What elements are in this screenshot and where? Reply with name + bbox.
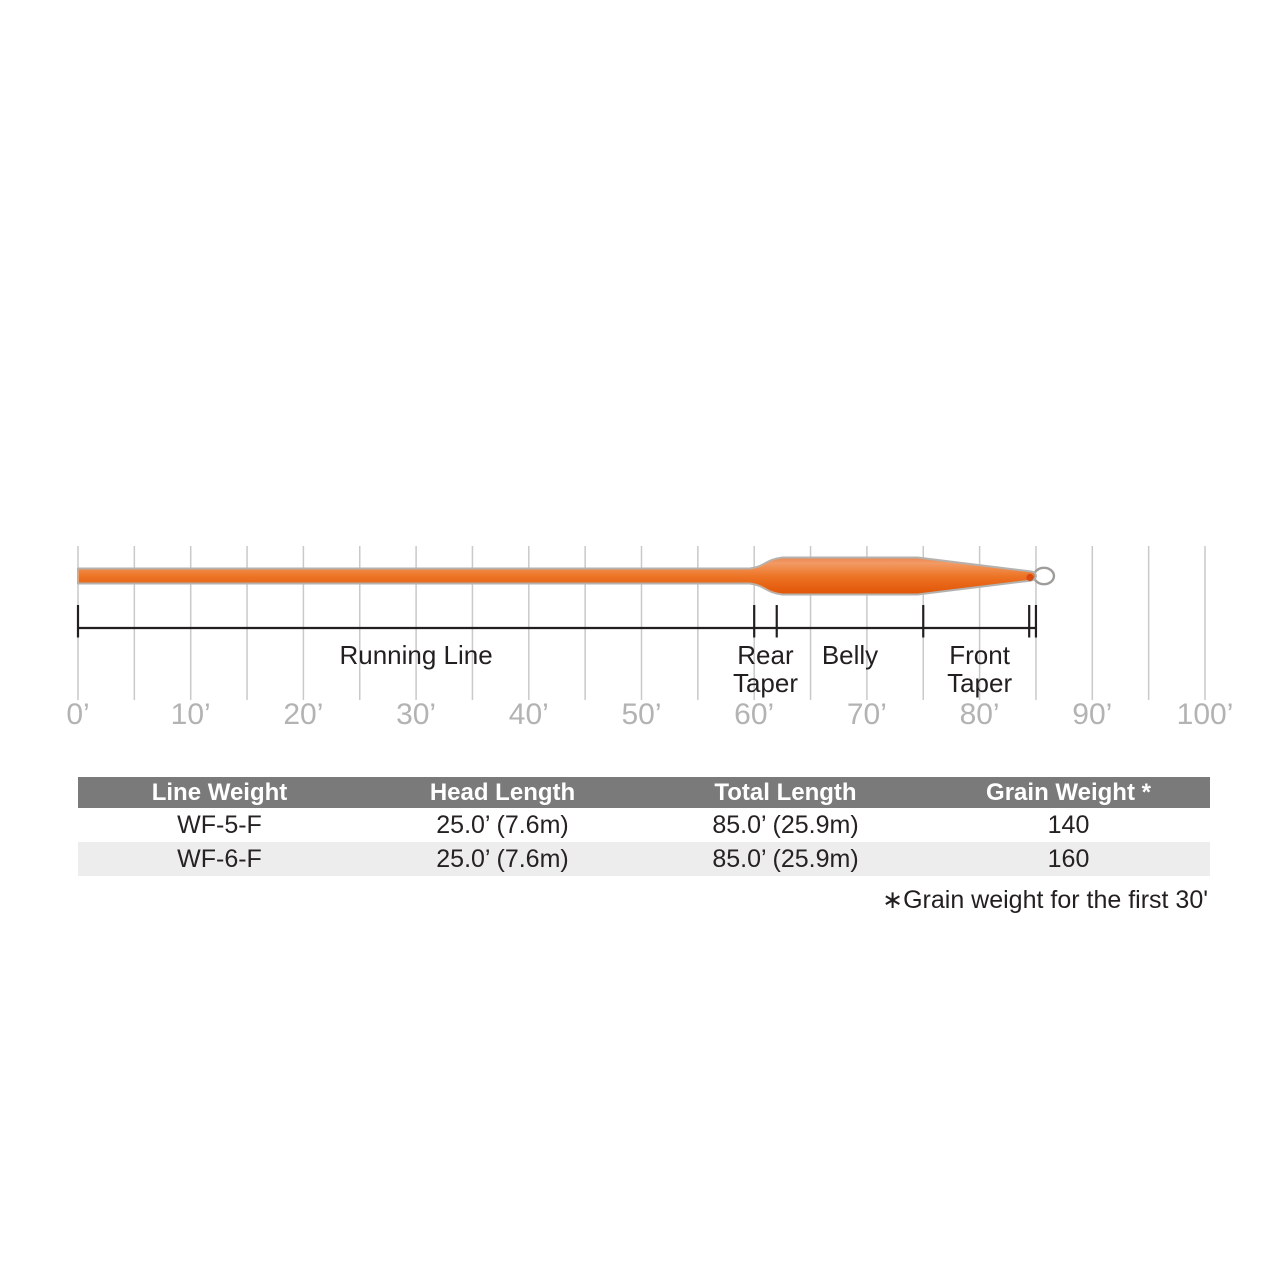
table-cell: WF-5-F	[177, 811, 262, 839]
axis-tick-label: 60’	[734, 698, 775, 731]
axis-tick-label: 40’	[508, 698, 549, 731]
axis-tick-label: 30’	[396, 698, 437, 731]
footnote: ∗Grain weight for the first 30'	[882, 886, 1208, 914]
axis-tick-label: 0’	[66, 698, 90, 731]
axis-tick-label: 90’	[1072, 698, 1113, 731]
axis-tick-label: 70’	[846, 698, 887, 731]
spec-table	[78, 777, 1210, 876]
segment-label: Rear Taper	[732, 640, 798, 698]
table-cell: 85.0’ (25.9m)	[712, 845, 859, 873]
segment-label: Running Line	[339, 640, 493, 670]
line-profile	[78, 558, 1036, 595]
table-row	[78, 842, 1210, 876]
table-row	[78, 808, 1210, 842]
segment-label: Belly	[821, 640, 879, 670]
axis-tick-label: 10’	[170, 698, 211, 731]
table-cell: WF-6-F	[177, 845, 262, 873]
segment-labels	[339, 640, 1012, 698]
axis-tick-label: 20’	[283, 698, 324, 731]
column-header: Head Length	[361, 777, 644, 808]
spec-table-header	[78, 777, 1210, 808]
column-header: Line Weight	[78, 777, 361, 808]
table-cell: 25.0’ (7.6m)	[436, 845, 569, 873]
table-cell: 140	[1047, 811, 1090, 839]
column-header: Grain Weight *	[927, 777, 1210, 808]
axis-tick-label: 100’	[1176, 698, 1234, 731]
table-cell: 85.0’ (25.9m)	[712, 811, 859, 839]
column-header: Total Length	[644, 777, 927, 808]
table-cell: 25.0’ (7.6m)	[436, 811, 569, 839]
axis-labels	[66, 698, 1233, 731]
segment-bracket	[78, 605, 1036, 638]
table-cell: 160	[1047, 845, 1090, 873]
axis-tick-label: 80’	[959, 698, 1000, 731]
axis-tick-label: 50’	[621, 698, 662, 731]
tip-dot	[1026, 574, 1033, 581]
fly-line-shape	[78, 558, 1036, 595]
segment-label: Front Taper	[947, 640, 1013, 698]
